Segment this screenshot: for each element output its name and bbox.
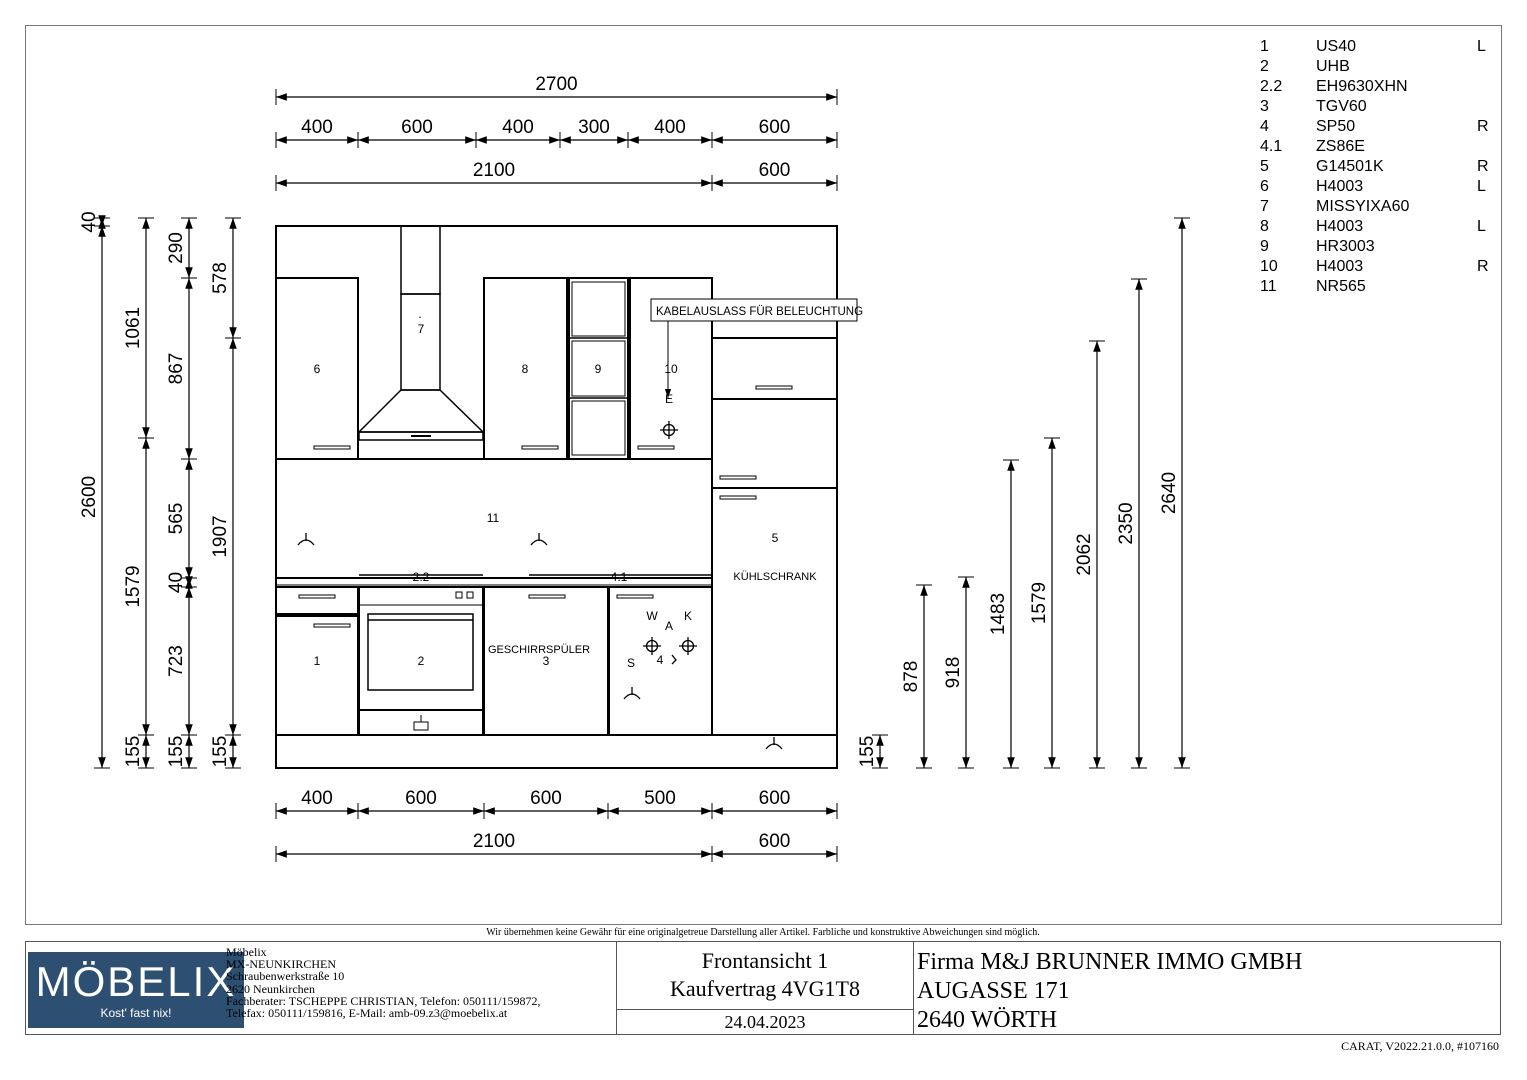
legend-row — [1260, 137, 1500, 157]
label-unit-1: 1 — [313, 654, 321, 668]
dimension-label: 2700 — [535, 74, 578, 95]
label-a: A — [664, 619, 674, 633]
dimension-label: 2600 — [79, 475, 100, 519]
legend-row — [1260, 37, 1500, 57]
dealer-line: Telefax: 050111/159816, E-Mail: amb-09.z3@moebelix.at — [226, 1006, 508, 1021]
legend-code: ZS86E — [1316, 138, 1365, 155]
disclaimer: Wir übernehmen keine Gewähr für eine originalgetreue Darstellung aller Artikel. Farbliche und konstruktive Abweichungen sind möglich. — [486, 927, 1040, 938]
dimension-label: 400 — [502, 117, 534, 138]
dimension-label: 400 — [654, 117, 686, 138]
legend-code: H4003 — [1316, 218, 1364, 235]
dealer-line: Möbelix — [226, 945, 267, 959]
label-sink: 4.1 — [610, 570, 628, 584]
legend-side: R — [1477, 158, 1489, 175]
legend-code: HR3003 — [1316, 238, 1375, 255]
label-unit-2: 2 — [417, 654, 425, 668]
dimension-label: 600 — [758, 160, 791, 181]
legend-number: 8 — [1260, 218, 1269, 235]
legend-number: 6 — [1260, 178, 1269, 195]
legend-row — [1260, 197, 1500, 217]
legend-number: 9 — [1260, 238, 1269, 255]
legend-number: 4 — [1260, 118, 1269, 135]
legend-row — [1260, 97, 1500, 117]
label-unit-3: 3 — [542, 654, 550, 668]
base-1 — [276, 616, 358, 735]
label-unit-10: 10 — [664, 362, 678, 376]
drawing-date: 24.04.2023 — [617, 1009, 913, 1034]
legend-side: R — [1477, 258, 1489, 275]
parts-legend — [1260, 37, 1500, 297]
dimension-label: 1061 — [123, 306, 144, 350]
cable-note: KABELAUSLASS FÜR BELEUCHTUNG — [656, 306, 864, 318]
label-unit-5: 5 — [771, 531, 779, 545]
legend-code: NR565 — [1316, 278, 1366, 295]
dimension-label: 2100 — [472, 160, 516, 181]
contract-number: Kaufvertrag 4VG1T8 — [670, 976, 860, 1001]
legend-side: L — [1477, 38, 1486, 55]
dimension-lines — [79, 74, 1190, 862]
label-fridge: KÜHLSCHRANK — [733, 571, 817, 583]
legend-number: 7 — [1260, 198, 1269, 215]
software-version: CARAT, V2022.21.0.0, #107160 — [1341, 1039, 1499, 1053]
label-unit-11: 11 — [486, 511, 500, 525]
legend-number: 3 — [1260, 98, 1269, 115]
dimension-label: 600 — [758, 788, 791, 809]
dimension-label: 300 — [578, 117, 610, 138]
dimension-label: 867 — [166, 352, 187, 385]
legend-code: UHB — [1316, 58, 1350, 75]
legend-side: L — [1477, 218, 1486, 235]
legend-code: EH9630XHN — [1316, 78, 1408, 95]
dimension-label: 40 — [79, 211, 100, 233]
dimension-label: 40 — [166, 571, 187, 594]
legend-code: TGV60 — [1316, 98, 1367, 115]
label-dishwasher: GESCHIRRSPÜLER — [487, 644, 591, 656]
dimension-label: 723 — [166, 645, 187, 677]
dimension-label: 400 — [301, 788, 333, 809]
dimension-label: 155 — [210, 735, 231, 768]
legend-number: 1 — [1260, 38, 1269, 55]
legend-row — [1260, 277, 1500, 297]
legend-code: G14501K — [1316, 158, 1384, 175]
dimension-label: 2100 — [472, 831, 516, 852]
dimension-label: 155 — [123, 735, 144, 768]
dimension-label: 878 — [901, 660, 922, 693]
handles — [299, 386, 792, 627]
label-s: S — [626, 656, 636, 670]
logo-word: MÖBELIX — [35, 958, 237, 1005]
label-hob: 2.2 — [412, 570, 430, 584]
legend-number: 5 — [1260, 158, 1269, 175]
dealer-line: 2620 Neunkirchen — [226, 981, 315, 996]
dimension-label: 290 — [166, 232, 187, 264]
hood-chimney — [401, 226, 440, 294]
dimension-label: 2640 — [1159, 471, 1180, 515]
label-unit-8: 8 — [521, 362, 529, 376]
dimension-label: 600 — [401, 117, 433, 138]
legend-number: 11 — [1260, 278, 1277, 295]
dimension-label: 2062 — [1074, 533, 1095, 576]
label-k: K — [683, 609, 693, 623]
drawing-title — [616, 942, 914, 1034]
dealer-line: Fachberater: TSCHEPPE CHRISTIAN, Telefon: 050111/159872, — [226, 993, 541, 1008]
dimension-label: 1579 — [123, 565, 144, 608]
dimension-label: 1907 — [210, 515, 231, 558]
legend-side: L — [1477, 178, 1486, 195]
legend-row — [1260, 77, 1500, 97]
customer-line: AUGASSE 171 — [917, 978, 1070, 1004]
dimension-label: 565 — [166, 502, 187, 535]
dimension-label: 578 — [210, 262, 231, 294]
legend-number: 2.2 — [1260, 78, 1283, 95]
legend-row — [1260, 157, 1500, 177]
dimension-label: 918 — [943, 656, 964, 689]
dimension-label: 1483 — [988, 592, 1009, 636]
moebelix-logo — [28, 952, 244, 1028]
dealer-line: Schraubenwerkstraße 10 — [226, 969, 345, 984]
legend-code: MISSYIXA60 — [1316, 198, 1410, 215]
dimension-label: 500 — [644, 788, 676, 809]
dimension-label: 155 — [166, 735, 187, 768]
title-block — [25, 941, 1501, 1035]
legend-row — [1260, 177, 1500, 197]
legend-row — [1260, 57, 1500, 77]
dimension-label: 600 — [530, 788, 562, 809]
drawer-1 — [276, 587, 358, 614]
dealer-line: MX-NEUNKIRCHEN — [226, 957, 336, 972]
dimension-label: 2350 — [1116, 502, 1137, 545]
label-unit-7: 7 — [417, 322, 425, 336]
label-dot: . — [418, 307, 422, 321]
dimension-label: 600 — [758, 117, 791, 138]
legend-number: 4.1 — [1260, 138, 1283, 155]
legend-number: 2 — [1260, 58, 1269, 75]
legend-code: H4003 — [1316, 178, 1364, 195]
dimension-label: 1579 — [1029, 581, 1050, 625]
legend-number: 10 — [1260, 258, 1278, 275]
label-unit-9: 9 — [594, 362, 602, 376]
label-unit-4: 4 — [656, 653, 664, 667]
logo-slogan: Kost' fast nix! — [100, 1006, 172, 1020]
customer-line: 2640 WÖRTH — [917, 1007, 1058, 1033]
legend-row — [1260, 117, 1500, 137]
view-title: Frontansicht 1 — [701, 948, 829, 973]
customer-line: Firma M&J BRUNNER IMMO GMBH — [917, 949, 1303, 975]
legend-row — [1260, 257, 1500, 277]
legend-row — [1260, 237, 1500, 257]
dealer-info — [226, 946, 616, 1019]
legend-row — [1260, 217, 1500, 237]
label-w: W — [646, 609, 658, 623]
legend-side: R — [1477, 118, 1489, 135]
dimension-label: 600 — [405, 788, 437, 809]
legend-code: SP50 — [1316, 118, 1356, 135]
customer-info — [917, 948, 1302, 1035]
label-unit-6: 6 — [313, 362, 321, 376]
dimension-label: 600 — [758, 831, 791, 852]
legend-code: US40 — [1316, 38, 1357, 55]
legend-code: H4003 — [1316, 258, 1364, 275]
dimension-label: 155 — [857, 735, 878, 768]
dimension-label: 400 — [301, 117, 333, 138]
label-e: E — [664, 392, 674, 406]
